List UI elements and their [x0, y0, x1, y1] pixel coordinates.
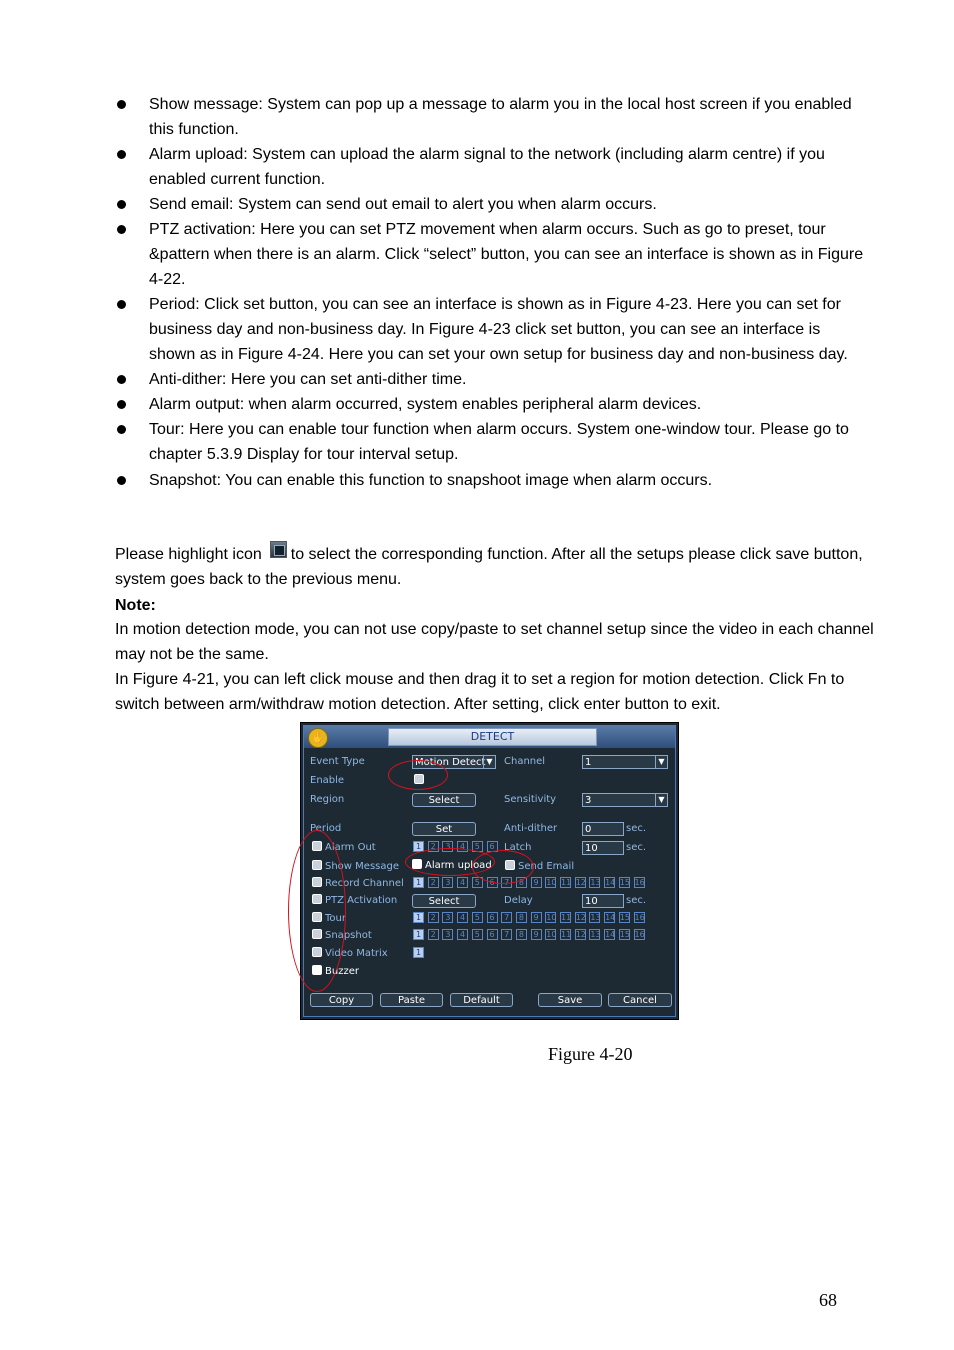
channel-number-box[interactable]: 8 — [516, 929, 527, 940]
channel-number-box[interactable]: 4 — [457, 877, 468, 888]
channel-number-box[interactable]: 6 — [487, 929, 498, 940]
send-email-label: Send Email — [518, 861, 575, 872]
sec-unit: sec. — [626, 842, 647, 853]
channel-number-box[interactable]: 16 — [634, 930, 645, 939]
bullet-list — [0, 92, 954, 493]
sensitivity-label: Sensitivity — [504, 794, 557, 805]
channel-number-box[interactable]: 1 — [413, 841, 424, 852]
anti-dither-input[interactable]: 0 — [582, 822, 624, 836]
cancel-button[interactable]: Cancel — [608, 993, 672, 1007]
delay-label: Delay — [504, 895, 533, 906]
tour-label: Tour — [325, 913, 346, 924]
channel-number-box[interactable]: 11 — [561, 878, 572, 887]
bullet-item: Snapshot: You can enable this function to snapshoot image when alarm occurs. — [0, 468, 954, 493]
record-channel-label: Record Channel — [325, 878, 404, 889]
sensitivity-select[interactable]: 3 ▼ — [582, 793, 668, 807]
bullet-dot-icon — [117, 150, 126, 159]
bullet-item: Alarm output: when alarm occurred, system enables peripheral alarm devices. — [0, 392, 954, 417]
dropdown-arrow-icon: ▼ — [483, 756, 495, 768]
channel-number-box[interactable]: 10 — [546, 913, 557, 922]
figure-caption: Figure 4-20 — [548, 1044, 633, 1064]
channel-number-box[interactable]: 5 — [472, 877, 483, 888]
channel-number-box[interactable]: 7 — [501, 877, 512, 888]
channel-number-box[interactable]: 9 — [531, 877, 542, 888]
bullet-dot-icon — [117, 300, 126, 309]
channel-number-box[interactable]: 16 — [634, 913, 645, 922]
channel-number-box[interactable]: 6 — [487, 841, 498, 852]
channel-number-box[interactable]: 15 — [619, 913, 630, 922]
channel-number-box[interactable]: 10 — [546, 930, 557, 939]
channel-select[interactable]: 1 ▼ — [582, 755, 668, 769]
enable-label: Enable — [310, 775, 345, 786]
video-matrix-label: Video Matrix — [325, 948, 388, 959]
channel-number-box[interactable]: 6 — [487, 877, 498, 888]
channel-number-box[interactable]: 5 — [472, 841, 483, 852]
channel-number-box[interactable]: 15 — [619, 878, 630, 887]
video-matrix-channel[interactable]: 1 — [413, 947, 424, 958]
page-number: 68 — [819, 1290, 837, 1310]
sec-unit: sec. — [626, 895, 647, 906]
channel-number-box[interactable]: 7 — [501, 929, 512, 940]
channel-number-box[interactable]: 11 — [561, 930, 572, 939]
bullet-item: Tour: Here you can enable tour function when alarm occurs. System one-window tour. Please go to chapter 5.3.9 Display for tour interval setup. — [0, 417, 954, 467]
note-line: In Figure 4-21, you can left click mouse and then drag it to set a region for motion detection. Click Fn to switch between arm/withdraw motion detection. After setting, click enter button to exit. — [115, 671, 845, 713]
annotation-ring — [388, 760, 448, 790]
channel-number-box[interactable]: 11 — [561, 913, 572, 922]
channel-number-box[interactable]: 5 — [472, 912, 483, 923]
bullet-item: Show message: System can pop up a message to alarm you in the local host screen if you enabled this function. — [0, 92, 954, 142]
snapshot-label: Snapshot — [325, 930, 372, 941]
channel-number-box[interactable]: 1 — [413, 877, 424, 888]
channel-number-box[interactable]: 3 — [442, 841, 453, 852]
dropdown-arrow-icon: ▼ — [655, 794, 667, 806]
period-set-button[interactable]: Set — [412, 822, 476, 836]
channel-number-box[interactable]: 12 — [575, 930, 586, 939]
channel-number-box[interactable]: 1 — [413, 929, 424, 940]
channel-number-box[interactable]: 4 — [457, 929, 468, 940]
bullet-item: Alarm upload: System can upload the alarm signal to the network (including alarm centre) if you enabled current function. — [0, 142, 954, 192]
function-select-icon — [270, 541, 287, 558]
channel-number-box[interactable]: 8 — [516, 912, 527, 923]
dropdown-arrow-icon: ▼ — [655, 756, 667, 768]
bullet-item: Send email: System can send out email to alert you when alarm occurs. — [0, 192, 954, 217]
ptz-activation-label: PTZ Activation — [325, 895, 398, 906]
bullet-dot-icon — [117, 225, 126, 234]
bullet-dot-icon — [117, 425, 126, 434]
channel-number-box[interactable]: 4 — [457, 912, 468, 923]
event-type-select[interactable]: Motion Detect ▼ — [412, 755, 496, 769]
highlight-instruction: Please highlight icon to select the corresponding function. After all the setups please click save button, system goes back to the previous menu. — [115, 541, 875, 592]
channel-number-box[interactable]: 10 — [546, 878, 557, 887]
panel-titlebar — [304, 726, 675, 748]
annotation-ring — [472, 850, 534, 884]
channel-number-box[interactable]: 1 — [413, 912, 424, 923]
bullet-dot-icon — [117, 375, 126, 384]
bullet-dot-icon — [117, 100, 126, 109]
channel-number-box[interactable]: 5 — [472, 929, 483, 940]
latch-label: Latch — [504, 842, 532, 853]
note-line: In motion detection mode, you can not use copy/paste to set channel setup since the video in each channel may not be the same. — [115, 621, 874, 663]
default-button[interactable]: Default — [450, 993, 513, 1007]
channel-number-box[interactable]: 9 — [531, 912, 542, 923]
region-label: Region — [310, 794, 345, 805]
show-message-label: Show Message — [325, 861, 399, 872]
delay-input[interactable]: 10 — [582, 894, 624, 908]
bullet-dot-icon — [117, 200, 126, 209]
alarm-out-label: Alarm Out — [325, 842, 376, 853]
channel-number-box[interactable]: 3 — [442, 877, 453, 888]
channel-number-box[interactable]: 14 — [605, 913, 616, 922]
channel-number-box[interactable]: 12 — [575, 913, 586, 922]
channel-number-box[interactable]: 2 — [428, 912, 439, 923]
channel-number-box[interactable]: 14 — [605, 930, 616, 939]
sec-unit: sec. — [626, 823, 647, 834]
alarm-upload-label: Alarm upload — [425, 860, 492, 871]
bullet-dot-icon — [117, 476, 126, 485]
copy-button[interactable]: Copy — [310, 993, 373, 1007]
channel-number-box[interactable]: 9 — [531, 929, 542, 940]
channel-number-box[interactable]: 6 — [487, 912, 498, 923]
channel-number-box[interactable]: 8 — [516, 877, 527, 888]
bullet-item: PTZ activation: Here you can set PTZ movement when alarm occurs. Such as go to preset, tour &pattern when there is an alarm. Click “select” button, you can see an interface is shown as in Figure 4-22. — [0, 217, 954, 292]
annotation-ring — [288, 830, 346, 992]
channel-number-box[interactable]: 12 — [575, 878, 586, 887]
detect-logo-icon: ✋ — [308, 728, 328, 748]
channel-number-box[interactable]: 2 — [428, 877, 439, 888]
channel-number-box[interactable]: 2 — [428, 841, 439, 852]
channel-number-box[interactable]: 13 — [590, 930, 601, 939]
channel-number-box[interactable]: 7 — [501, 912, 512, 923]
channel-number-box[interactable]: 13 — [590, 913, 601, 922]
channel-number-box[interactable]: 14 — [605, 878, 616, 887]
channel-number-box[interactable]: 13 — [590, 878, 601, 887]
ptz-select-button[interactable]: Select — [412, 894, 476, 908]
latch-input[interactable]: 10 — [582, 841, 624, 855]
channel-number-box[interactable]: 16 — [634, 878, 645, 887]
panel-title: DETECT — [388, 728, 597, 746]
anti-dither-label: Anti-dither — [504, 823, 558, 834]
paste-button[interactable]: Paste — [380, 993, 443, 1007]
channel-number-box[interactable]: 15 — [619, 930, 630, 939]
region-select-button[interactable]: Select — [412, 793, 476, 807]
note-label: Note: — [115, 597, 156, 614]
bullet-item: Period: Click set button, you can see an interface is shown as in Figure 4-23. Here you can set for business day and non-business day. In Figure 4-23 click set button, you can see an interface is shown as in Figure 4-24. Here you can set your own setup for business day and non-business day. — [0, 292, 954, 367]
event-type-label: Event Type — [310, 756, 365, 767]
channel-number-box[interactable]: 3 — [442, 912, 453, 923]
save-button[interactable]: Save — [538, 993, 602, 1007]
period-label: Period — [310, 823, 342, 834]
bullet-item: Anti-dither: Here you can set anti-dither time. — [0, 367, 954, 392]
channel-label: Channel — [504, 756, 546, 767]
channel-number-box[interactable]: 3 — [442, 929, 453, 940]
channel-number-box[interactable]: 2 — [428, 929, 439, 940]
channel-number-box[interactable]: 4 — [457, 841, 468, 852]
bullet-dot-icon — [117, 400, 126, 409]
buzzer-label: Buzzer — [325, 966, 359, 977]
